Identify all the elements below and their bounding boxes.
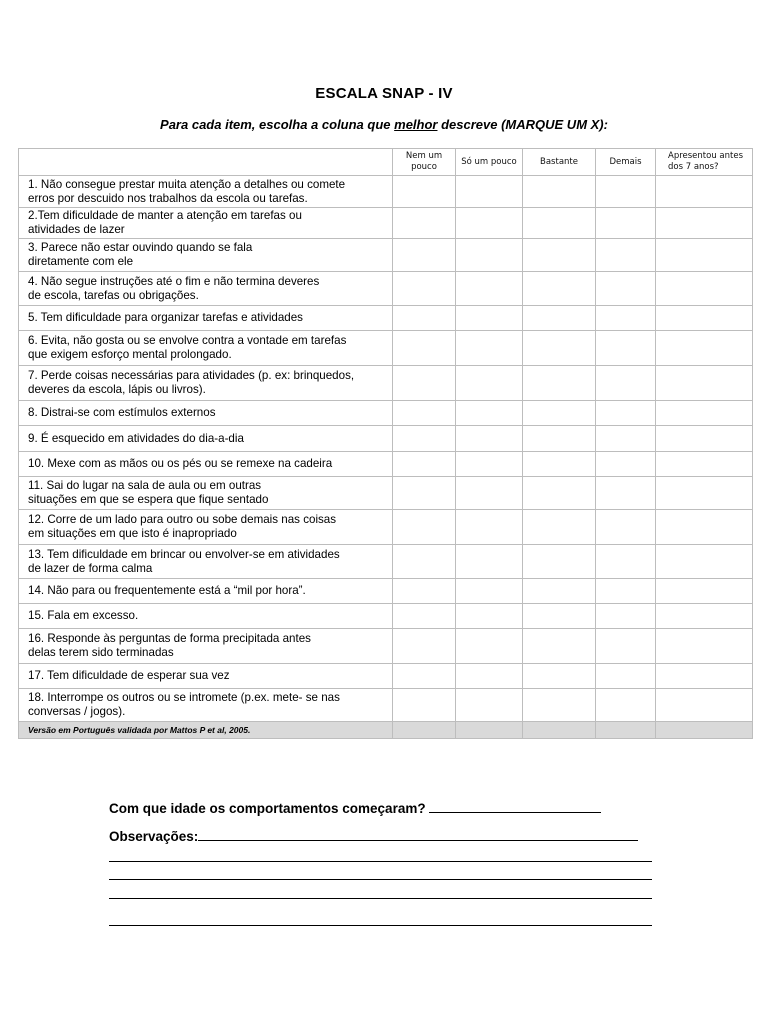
observations-line[interactable] <box>109 898 652 899</box>
answer-cell[interactable] <box>523 689 596 722</box>
answer-cell[interactable] <box>523 629 596 664</box>
item-line: 8. Distrai-se com estímulos externos <box>28 406 216 419</box>
answer-cell[interactable] <box>393 477 456 510</box>
item-text <box>19 477 393 510</box>
answer-cell[interactable] <box>456 272 523 306</box>
answer-cell[interactable] <box>596 477 656 510</box>
observations-question <box>109 829 654 844</box>
item-line: conversas / jogos). <box>28 705 126 718</box>
answer-cell[interactable] <box>456 604 523 629</box>
answer-cell[interactable] <box>393 331 456 366</box>
answer-cell[interactable] <box>596 510 656 545</box>
item-text <box>19 579 393 604</box>
column-header: Nem um pouco <box>393 149 456 176</box>
table-row <box>19 401 753 426</box>
table-row <box>19 272 753 306</box>
answer-cell[interactable] <box>523 366 596 401</box>
instruction-text <box>0 117 768 132</box>
header-item <box>19 149 393 176</box>
items-body <box>19 176 753 739</box>
age-question-label: Com que idade os comportamentos começaram? <box>109 801 426 816</box>
table-header-row <box>19 149 753 176</box>
item-text <box>19 239 393 272</box>
answer-cell[interactable] <box>456 306 523 331</box>
table-row <box>19 306 753 331</box>
answer-cell[interactable] <box>456 331 523 366</box>
answer-cell[interactable] <box>393 306 456 331</box>
answer-cell[interactable] <box>596 579 656 604</box>
column-header: Só um pouco <box>456 149 523 176</box>
answer-cell[interactable] <box>523 545 596 579</box>
answer-cell[interactable] <box>656 239 753 272</box>
answer-cell[interactable] <box>656 664 753 689</box>
item-line: situações em que se espera que fique sentado <box>28 493 269 506</box>
answer-cell[interactable] <box>456 208 523 239</box>
table-row <box>19 239 753 272</box>
item-line: 13. Tem dificuldade em brincar ou envolver-se em atividades <box>28 547 340 561</box>
item-text <box>19 604 393 629</box>
answer-cell[interactable] <box>523 306 596 331</box>
answer-cell[interactable] <box>656 176 753 208</box>
answer-cell[interactable] <box>456 510 523 545</box>
item-line: 18. Interrompe os outros ou se intromete (p.ex. mete- se nas <box>28 691 340 704</box>
item-line: diretamente com ele <box>28 255 134 268</box>
table-row <box>19 208 753 239</box>
answer-cell[interactable] <box>523 579 596 604</box>
answer-cell[interactable] <box>656 208 753 239</box>
answer-cell[interactable] <box>523 477 596 510</box>
page-title: ESCALA SNAP - IV <box>315 85 453 102</box>
item-text <box>19 545 393 579</box>
item-line: 17. Tem dificuldade de esperar sua vez <box>28 669 230 682</box>
answer-cell[interactable] <box>523 401 596 426</box>
answer-cell[interactable] <box>393 366 456 401</box>
table-footer-row <box>19 722 753 739</box>
item-text <box>19 366 393 401</box>
item-line: 9. É esquecido em atividades do dia-a-dia <box>28 431 244 445</box>
item-line: atividades de lazer <box>28 223 125 236</box>
item-text <box>19 664 393 689</box>
answer-cell[interactable] <box>456 176 523 208</box>
item-text <box>19 629 393 664</box>
item-line: de lazer de forma calma <box>28 561 153 575</box>
answer-cell[interactable] <box>596 208 656 239</box>
answer-cell[interactable] <box>656 306 753 331</box>
item-line: em situações em que isto é inapropriado <box>28 527 237 540</box>
answer-cell[interactable] <box>393 579 456 604</box>
table-row <box>19 331 753 366</box>
answer-cell[interactable] <box>456 366 523 401</box>
answer-cell[interactable] <box>393 208 456 239</box>
item-line: deveres da escola, lápis ou livros). <box>28 383 206 396</box>
answer-cell[interactable] <box>523 176 596 208</box>
answer-cell[interactable] <box>596 366 656 401</box>
answer-cell[interactable] <box>456 579 523 604</box>
item-text <box>19 452 393 477</box>
answer-cell[interactable] <box>523 272 596 306</box>
answer-cell[interactable] <box>393 239 456 272</box>
answer-cell[interactable] <box>656 510 753 545</box>
item-line: 6. Evita, não gosta ou se envolve contra a vontade em tarefas <box>28 334 347 347</box>
item-line: 7. Perde coisas necessárias para atividades (p. ex: brinquedos, <box>28 369 355 382</box>
answer-cell[interactable] <box>393 629 456 664</box>
item-text <box>19 401 393 426</box>
item-text <box>19 331 393 366</box>
answer-cell[interactable] <box>596 426 656 452</box>
answer-cell[interactable] <box>596 176 656 208</box>
answer-cell[interactable] <box>393 545 456 579</box>
snap-iv-table <box>18 148 753 739</box>
item-line: 10. Mexe com as mãos ou os pés ou se remexe na cadeira <box>28 457 333 470</box>
answer-cell[interactable] <box>656 272 753 306</box>
column-header: Apresentou antes dos 7 anos? <box>656 149 753 176</box>
answer-cell[interactable] <box>456 426 523 452</box>
answer-cell[interactable] <box>523 664 596 689</box>
observations-line[interactable] <box>109 861 652 862</box>
observations-line[interactable] <box>109 925 652 926</box>
answer-cell[interactable] <box>596 545 656 579</box>
item-text <box>19 510 393 545</box>
answer-cell[interactable] <box>523 452 596 477</box>
answer-cell[interactable] <box>596 689 656 722</box>
answer-cell[interactable] <box>596 664 656 689</box>
answer-cell[interactable] <box>656 366 753 401</box>
table-row <box>19 452 753 477</box>
table-row <box>19 426 753 452</box>
table-row <box>19 477 753 510</box>
table-row <box>19 366 753 401</box>
answer-cell[interactable] <box>393 272 456 306</box>
item-line: 1. Não consegue prestar muita atenção a detalhes ou comete <box>28 177 346 191</box>
answer-cell[interactable] <box>456 477 523 510</box>
table-row <box>19 510 753 545</box>
answer-cell[interactable] <box>456 629 523 664</box>
item-line: erros por descuido nos trabalhos da escola ou tarefas. <box>28 191 308 205</box>
answer-cell[interactable] <box>656 331 753 366</box>
item-text <box>19 272 393 306</box>
item-line: 2.Tem dificuldade de manter a atenção em tarefas ou <box>28 209 302 222</box>
item-line: 14. Não para ou frequentemente está a “mil por hora”. <box>28 584 306 597</box>
table-row <box>19 176 753 208</box>
answer-cell[interactable] <box>596 401 656 426</box>
table-row <box>19 629 753 664</box>
validation-note: Versão em Português validada por Mattos P et al, 2005. <box>19 722 393 739</box>
answer-cell[interactable] <box>596 331 656 366</box>
answer-cell[interactable] <box>596 306 656 331</box>
observations-line[interactable] <box>109 879 652 880</box>
answer-cell[interactable] <box>456 664 523 689</box>
table-row <box>19 545 753 579</box>
table-row <box>19 579 753 604</box>
answer-cell[interactable] <box>393 604 456 629</box>
answer-cell[interactable] <box>596 452 656 477</box>
answer-cell[interactable] <box>393 664 456 689</box>
answer-cell[interactable] <box>656 604 753 629</box>
instruction-emphasis: melhor <box>394 117 438 132</box>
answer-cell[interactable] <box>523 208 596 239</box>
answer-cell[interactable] <box>523 239 596 272</box>
observations-label: Observações: <box>109 829 199 844</box>
answer-cell[interactable] <box>393 426 456 452</box>
item-line: 4. Não segue instruções até o fim e não termina deveres <box>28 274 320 288</box>
answer-cell[interactable] <box>456 452 523 477</box>
item-text <box>19 208 393 239</box>
answer-cell[interactable] <box>656 689 753 722</box>
answer-cell[interactable] <box>456 545 523 579</box>
column-header: Demais <box>596 149 656 176</box>
age-question <box>109 801 654 816</box>
answer-cell[interactable] <box>656 629 753 664</box>
answer-cell[interactable] <box>596 629 656 664</box>
answer-cell[interactable] <box>456 239 523 272</box>
answer-cell[interactable] <box>393 401 456 426</box>
table-row <box>19 604 753 629</box>
answer-cell[interactable] <box>393 510 456 545</box>
answer-cell[interactable] <box>523 510 596 545</box>
answer-cell[interactable] <box>656 477 753 510</box>
instruction-before: Para cada item, escolha a coluna que <box>160 117 395 132</box>
observations-answer-line[interactable] <box>198 829 638 841</box>
item-text <box>19 689 393 722</box>
answer-cell[interactable] <box>523 331 596 366</box>
answer-cell[interactable] <box>656 452 753 477</box>
answer-cell[interactable] <box>523 604 596 629</box>
item-line: 11. Sai do lugar na sala de aula ou em outras <box>28 479 262 492</box>
item-line: delas terem sido terminadas <box>28 646 174 659</box>
answer-cell[interactable] <box>596 604 656 629</box>
item-line: 5. Tem dificuldade para organizar tarefas e atividades <box>28 311 303 324</box>
answer-cell[interactable] <box>596 239 656 272</box>
item-line: 3. Parece não estar ouvindo quando se fala <box>28 241 253 254</box>
item-line: 15. Fala em excesso. <box>28 609 139 622</box>
item-text <box>19 426 393 452</box>
answer-cell[interactable] <box>656 426 753 452</box>
answer-cell[interactable] <box>456 401 523 426</box>
answer-cell[interactable] <box>393 452 456 477</box>
answer-cell[interactable] <box>393 176 456 208</box>
answer-cell[interactable] <box>656 545 753 579</box>
answer-cell[interactable] <box>523 426 596 452</box>
item-text <box>19 306 393 331</box>
instruction-after: descreve (MARQUE UM X): <box>437 117 608 132</box>
item-line: de escola, tarefas ou obrigações. <box>28 288 199 302</box>
column-header: Bastante <box>523 149 596 176</box>
item-line: 12. Corre de um lado para outro ou sobe demais nas coisas <box>28 513 337 526</box>
answer-cell[interactable] <box>656 579 753 604</box>
age-answer-line[interactable] <box>429 801 601 813</box>
item-line: que exigem esforço mental prolongado. <box>28 348 232 361</box>
answer-cell[interactable] <box>456 689 523 722</box>
table-row <box>19 664 753 689</box>
answer-cell[interactable] <box>393 689 456 722</box>
item-text <box>19 176 393 208</box>
answer-cell[interactable] <box>596 272 656 306</box>
item-line: 16. Responde às perguntas de forma precipitada antes <box>28 632 311 645</box>
answer-cell[interactable] <box>656 401 753 426</box>
table-row <box>19 689 753 722</box>
